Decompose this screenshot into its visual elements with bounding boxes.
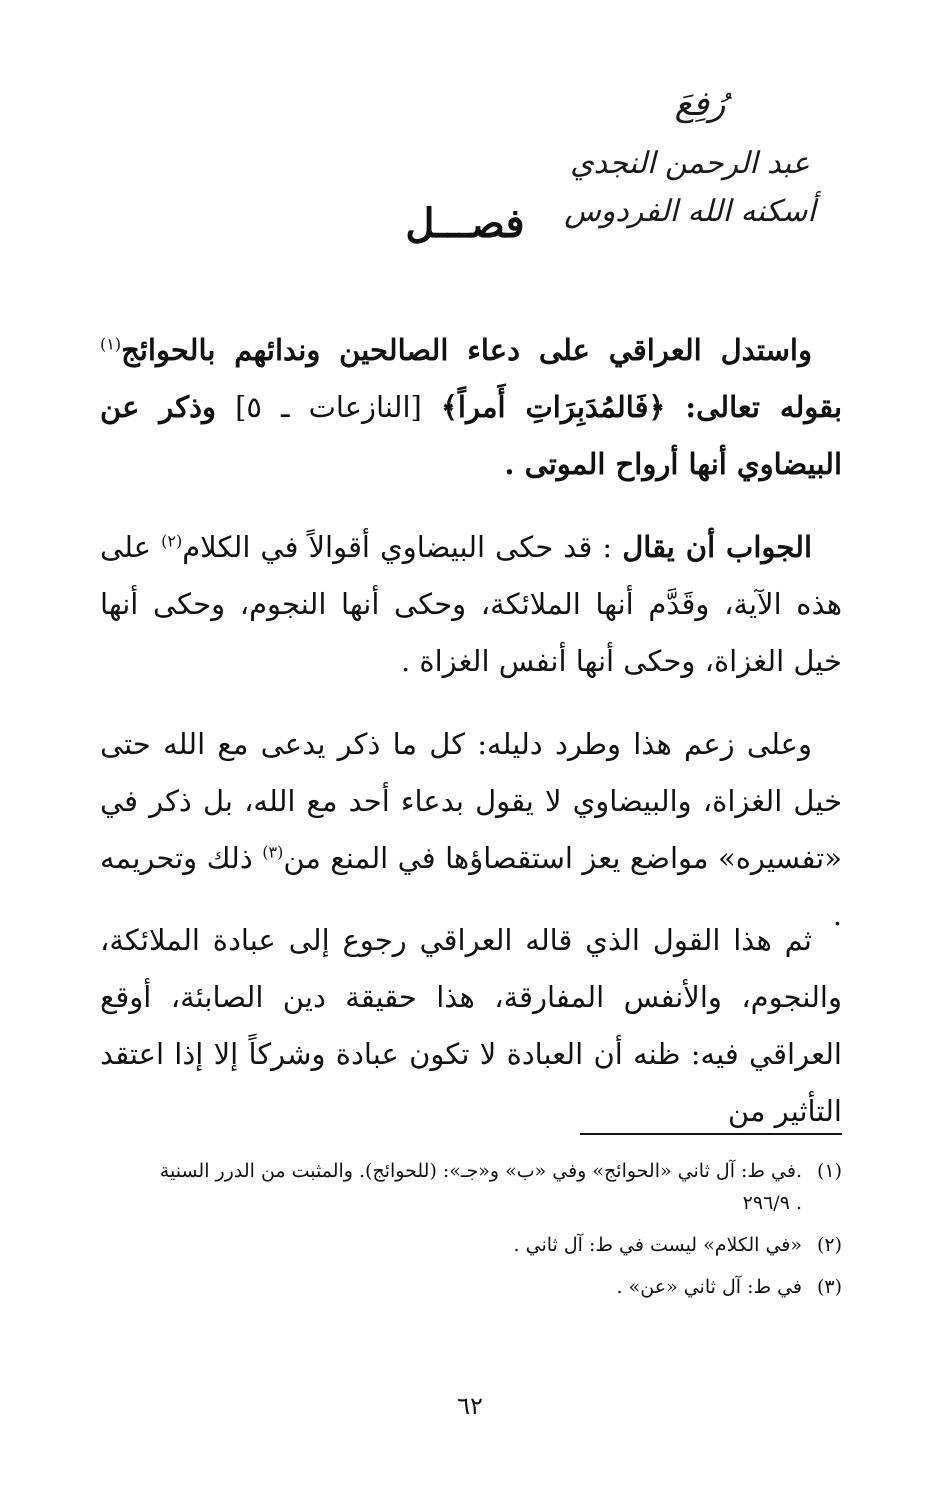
verse-reference: [النازعات ـ ٥] bbox=[216, 390, 441, 424]
p2-text-b: على هذه الآية، وقَدَّم أنها الملائكة، وحكى أنها النجوم، وحكى أنها خيل الغزاة، وحكى أنها أنفس الغزاة . bbox=[100, 530, 842, 678]
footnote-text: «في الكلام» ليست في ط: آل ثاني . bbox=[513, 1234, 802, 1256]
footnote-2 bbox=[100, 1229, 842, 1261]
p2-text-a: : قد حكى البيضاوي أقوالاً في الكلام bbox=[182, 530, 623, 564]
quran-verse: ﴿فَالمُدَبِرَاتِ أَمراً﴾ bbox=[440, 390, 666, 424]
footnote-number: (٢) bbox=[816, 1234, 842, 1256]
footnote-1 bbox=[100, 1155, 842, 1219]
stamp-line-2: عبد الرحمن النجدي bbox=[570, 146, 810, 181]
paragraph-2 bbox=[100, 519, 842, 690]
paragraph-3 bbox=[100, 716, 842, 944]
footnote-text: .في ط: آل ثاني «الحوائج» وفي «ب» و«جـ»: (للحوائج). والمثبت من الدرر السنية bbox=[159, 1160, 802, 1182]
page-number: ٦٢ bbox=[457, 1392, 483, 1420]
footnote-number: (٣) bbox=[816, 1276, 842, 1298]
p3-text-b: ذلك وتحريمه . bbox=[100, 841, 842, 932]
p1-bold-c: وذكر عن البيضاوي أنها أرواح الموتى . bbox=[100, 390, 842, 481]
footnote-text: في ط: آل ثاني «عن» . bbox=[616, 1276, 802, 1298]
p2-lead: الجواب أن يقال bbox=[622, 530, 812, 564]
footnote-ref-2[interactable]: (٢) bbox=[161, 531, 183, 551]
p3-text-a: وعلى زعم هذا وطرد دليله: كل ما ذكر يدعى مع الله حتى خيل الغزاة، والبيضاوي لا يقول بدعاء أحد مع الله، بل ذكر في «تفسيره» مواضع يعز استقصاؤها في المنع من bbox=[100, 727, 842, 875]
paragraph-1 bbox=[100, 322, 842, 493]
stamp-line-1: رُفِعَ bbox=[674, 84, 726, 124]
footnote-ref-3[interactable]: (٣) bbox=[262, 842, 284, 862]
footnotes bbox=[100, 1155, 842, 1313]
p1-bold-b: بقوله تعالى: bbox=[665, 390, 843, 424]
p1-bold-a: واستدل العراقي على دعاء الصالحين وندائهم بالحوائج bbox=[121, 333, 812, 367]
stamp-line-3: أسكنه الله الفردوس bbox=[564, 194, 816, 229]
footnote-ref-1[interactable]: (١) bbox=[100, 334, 122, 354]
footnote-number: (١) bbox=[816, 1160, 842, 1182]
footnote-separator bbox=[580, 1133, 842, 1135]
footnote-text-continued: . ٢٩٦/٩ bbox=[742, 1192, 802, 1214]
ownership-stamp bbox=[560, 82, 820, 236]
paragraph-4 bbox=[100, 912, 842, 1140]
footnote-3 bbox=[100, 1271, 842, 1303]
chapter-title: فصـــل bbox=[405, 200, 525, 247]
p4-text: ثم هذا القول الذي قاله العراقي رجوع إلى عبادة الملائكة، والنجوم، والأنفس المفارقة، هذا حقيقة دين الصابئة، أوقع العراقي فيه: ظنه أن العبادة لا تكون عبادة وشركاً إلا إذا اعتقد التأثير من bbox=[100, 923, 842, 1128]
